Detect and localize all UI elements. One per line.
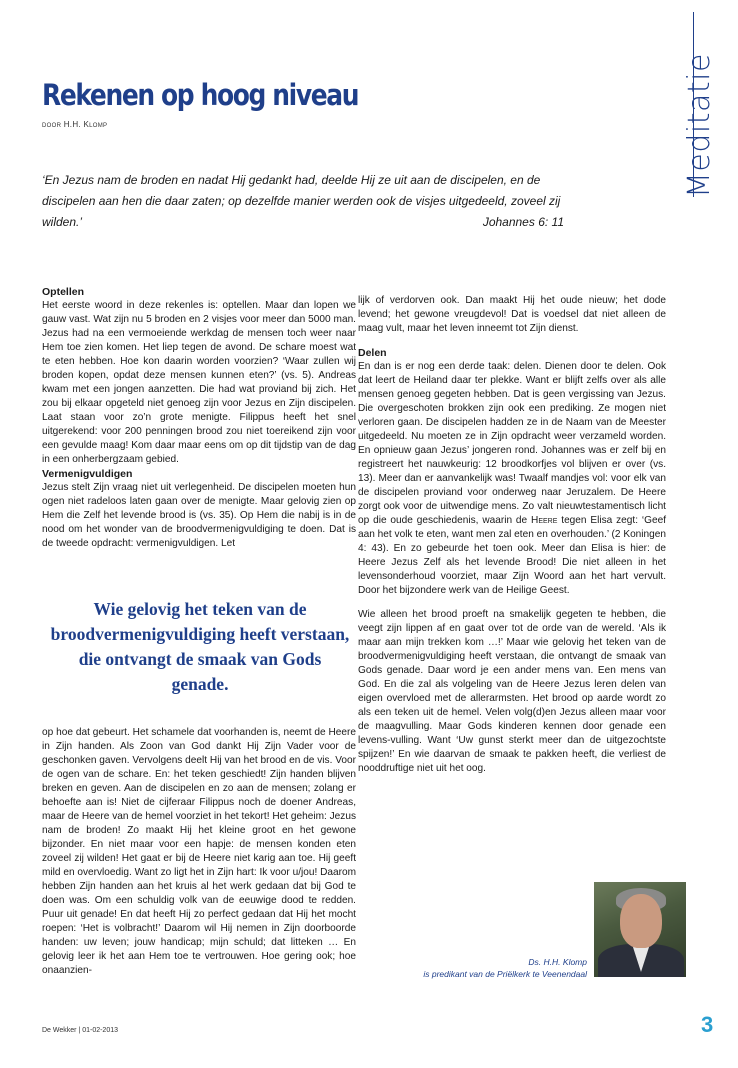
caption-role: is predikant van de Priëlkerk te Veenendaal [423, 969, 587, 979]
photo-face [620, 894, 662, 948]
heading-optellen: Optellen [42, 286, 85, 298]
paragraph-delen-b: tegen Elisa zegt: ‘Geef aan het volk te eten, want men zal eten en overhouden.’ (2 Koningen 4: 43). En zo gebeurde het toen ook. Meer dan Elisa is hier: de Heere Jezus Zelf als het levende Brood! Die niet alleen in het levensonderhoud voorziet, maar Zijn Woord aan het hart vervult. Door het bijzondere werk van de Heilige Geest. [358, 515, 666, 596]
paragraph-delen [358, 360, 666, 598]
byline-prefix: door [42, 120, 62, 129]
scripture-quote-text: ‘En Jezus nam de broden en nadat Hij gedankt had, deelde Hij ze uit aan de discipelen, en de discipelen aan hen die daar zaten; op dezelfde manier werden ook de visjes uitgedeeld, zoveel zij wilden.’ [42, 173, 561, 229]
paragraph-optellen: Het eerste woord in deze rekenles is: optellen. Maar dan lopen we gauw vast. Wat zijn nu 5 broden en 2 visjes voor meer dan 5000 man. Jezus had na een vermoeiende werkdag de mensen toch weer naar Hem toe zien komen. Het liep tegen de avond. De schare moest wat te eten hebben. Hoe kon daarin worden voorzien? ‘Waar zullen wij broden kopen, opdat deze mensen kunnen eten?’ (vs. 5). Andreas kwam met een jongen aanzetten. Die had wat proviand bij zich. Het zou bij elkaar opgeteld niet genoeg zijn voor Jezus en Zijn discipelen. Laat staan voor zo’n grote menigte. Filippus heeft het snel uitgerekend: voor 200 penningen brood zou niet toereikend zijn voor een gevulde maag! Kom daar maar eens om op dit tijdstip van de dag in een onherbergzaam gebied. [42, 300, 356, 465]
left-column-top [42, 285, 356, 551]
heading-delen: Delen [358, 347, 387, 359]
paragraph-closing: Wie alleen het brood proeft na smakelijk gegeten te hebben, die veegt zijn lippen af en gaat over tot de orde van de wereld. ‘Als ik maar aan mijn trekken kom …!’ Maar wie gelovig het teken van de broodvermenigvuldiging heeft verstaan, die ontvangt de smaak van Gods genade. Daar word je een ander mens van. Een mens van God. En die zal als volgeling van de Heere Jezus leren delen van eigen overvloed met de allerarmsten. Het brood op aarde wordt zo als een teken uit de hemel. Velen volg(d)en Jezus alleen maar voor de maagvulling. Maar Gods kinderen kennen door genade een levens-vulling. Want ‘Uw gunst sterkt meer dan de uitgezochtste spijzen!’ En wie daarvan de smaak te pakken heeft, die verliest de nooddruftige niet uit het oog. [358, 609, 666, 774]
left-column-bottom [42, 726, 356, 978]
spacer [358, 598, 666, 608]
pull-quote: Wie gelovig het teken van de broodvermenigvuldiging heeft verstaan, die ontvangt de smaak van Gods genade. [50, 599, 350, 694]
byline-author: H.H. Klomp [63, 120, 108, 129]
paragraph-vermenigvuldigen: Jezus stelt Zijn vraag niet uit verlegenheid. De discipelen moeten hun ogen niet radeloos laten gaan over de menigte. Maar gelovig zien op Hem die Zelf het levende brood is (vs. 35). Op Hem die nabij is in de nood om het wonder van de broodvermenigvuldiging te doen. Dat is de tweede opdracht: vermenigvuldigen. Let [42, 482, 356, 549]
caption-name: Ds. H.H. Klomp [528, 957, 587, 967]
page-number: 3 [701, 1012, 714, 1037]
article-title: Rekenen op hoog niveau [42, 78, 359, 112]
footer-publication: De Wekker | 01-02-2013 [42, 1027, 119, 1034]
heere-small-caps: Heere [531, 515, 558, 526]
scripture-reference: Johannes 6: 11 [482, 215, 564, 229]
photo-caption [400, 956, 587, 980]
paragraph-delen-a: En dan is er nog een derde taak: delen. Dienen door te delen. Ook dat leert de Heiland daar ter plekke. Want er blijft zelfs over als alle mensen genoeg gegeten hebben. Dat is geen vergissing van Jezus. Die overgeschoten brokken zijn ook een prediking. Ze mogen niet verloren gaan. De discipelen hadden ze in de Naam van de Meester uitgedeeld. Nu moeten ze in Zijn opdracht weer verzameld worden. En opnieuw gaan Jezus’ jongeren rond. Johannes was er zelf bij en registreert het nauwkeurig: 12 broodkorfjes vol blijven er over (vs. 13). Meer dan er aanvankelijk was! Twaalf mandjes vol: voor elk van de discipelen proviand voor onderweg naar Jeruzalem. De Heere zorgt ook voor de uitwendige mens. Zo valt nieuwtestamentisch licht op die oude geschiedenis, waarin de [358, 361, 666, 526]
section-label: Meditatie [682, 53, 717, 198]
spacer [358, 336, 666, 346]
byline [42, 120, 107, 129]
paragraph-right-continued: lijk of verdorven ook. Dan maakt Hij het oude nieuw; het dode levend; het gewone vreugdevol! Dat is voedsel dat niet alleen de maag vult, maar het leven inneemt tot Zijn dienst. [358, 295, 666, 334]
paragraph-continued: op hoe dat gebeurt. Het schamele dat voorhanden is, neemt de Heere in Zijn handen. Als Zoon van God dankt Hij Zijn Vader voor de geschonken gaven. Vervolgens deelt Hij van het brood en de vis. Voor de ogen van de schare. En: het teken geschiedt! Zijn handen blijven breken en geven. Aan de discipelen en zo aan de mensen; zolang er behoefte aan is! Niet de cijferaar Filippus noch de doener Andreas, maar de Heere van de hemel voorziet in het tekort! Het geheim: Jezus nam de broden! Zo maakt Hij het kleine groot en het gewone bijzonder. En niet maar voor een hapje: de mensen konden eten zoveel zij wilden! Het gaat er bij de Heere niet karig aan toe. Hij geeft mild en overvloedig. Want zo ligt het in Zijn hart: Ik voor u/jou! Daarom hebben Zijn handen aan het kruis al het werk gedaan dat bij God te doen was. Om een schuldig volk van de eeuwige dood te redden. Puur uit genade! En dat heeft Hij zo perfect gedaan dat Hij het mocht roepen: ‘Het is volbracht!’ Daarom wil Hij nemen in Zijn doorboorde handen: uw leven; jouw handicap; mijn schuld; dat litteken … En gelovig leer ik het aan Hem toe te vertrouwen. Hoe gering ook; hoe onaanzien- [42, 727, 356, 976]
right-column [358, 294, 666, 776]
scripture-quote [42, 170, 564, 233]
author-photo [594, 882, 686, 977]
heading-vermenigvuldigen: Vermenigvuldigen [42, 468, 133, 480]
